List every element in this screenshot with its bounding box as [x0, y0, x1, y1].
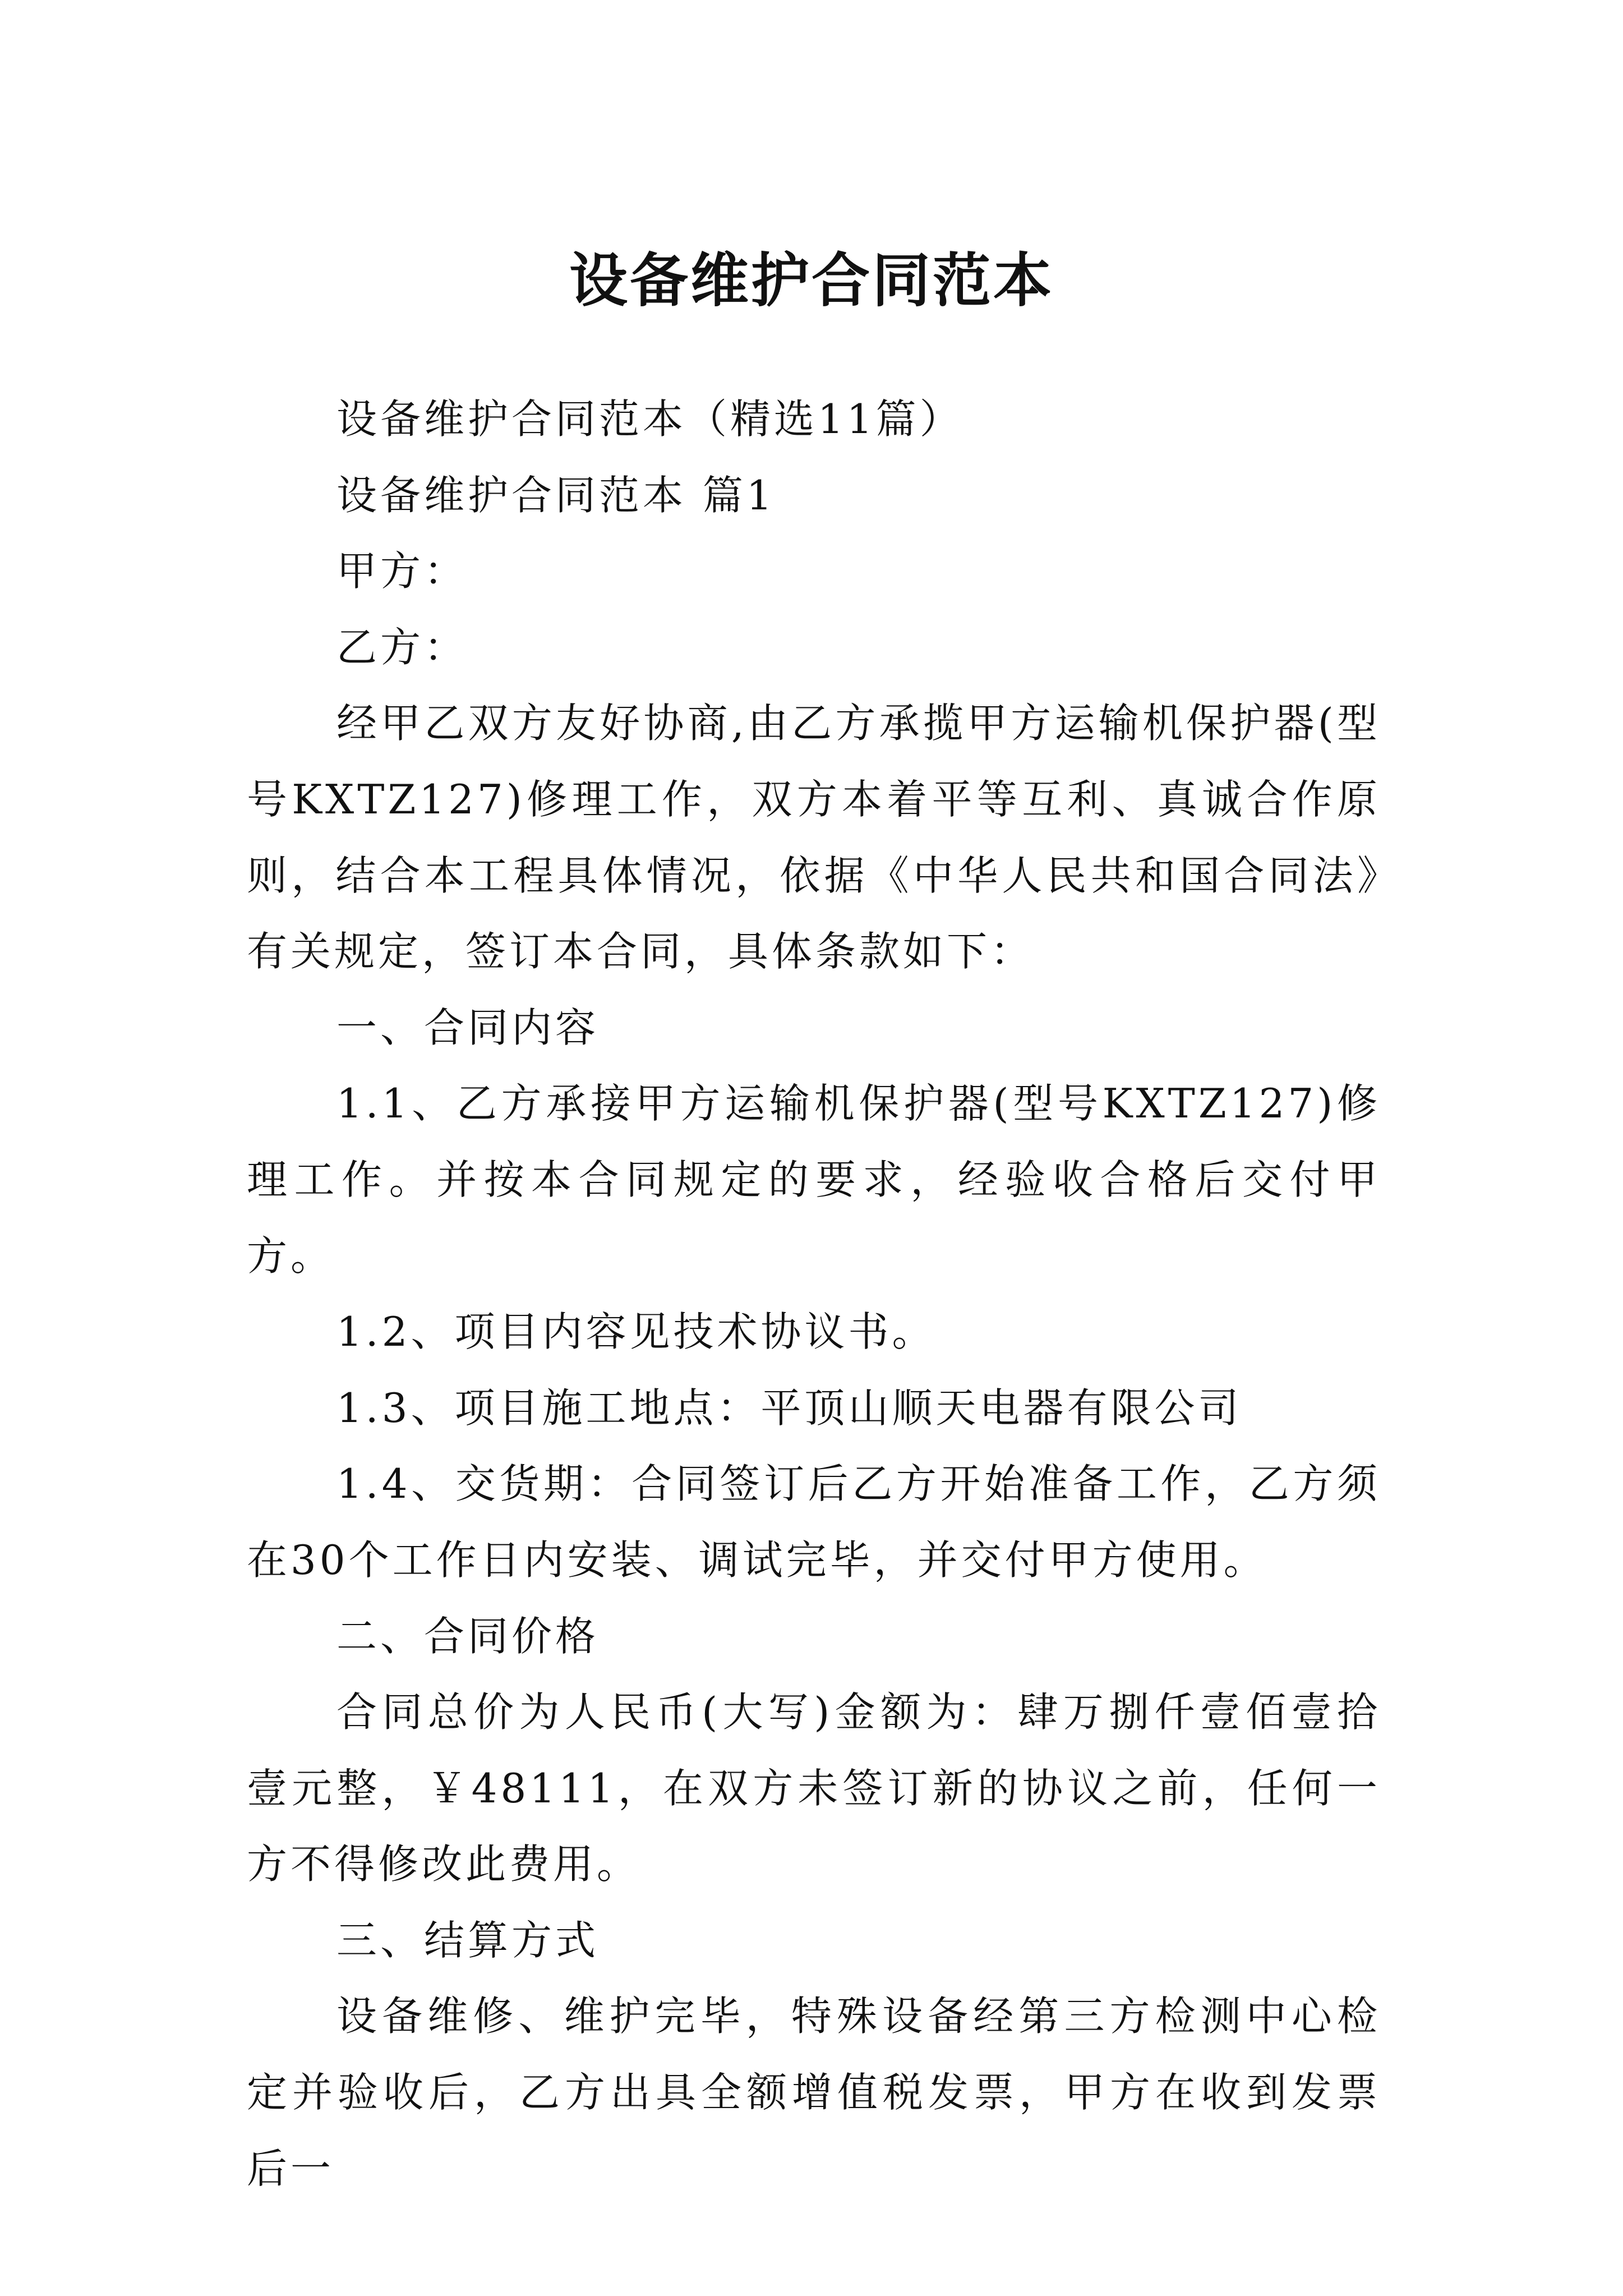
section-heading-contract-price: 二、合同价格	[336, 1612, 600, 1660]
clause-1-1: 1.1、乙方承接甲方运输机保护器(型号KXTZ127)修理工作。并按本合同规定的要求，经验收合格后交付甲方。	[247, 1080, 1381, 1280]
paragraph-party-a: 甲方：	[336, 547, 468, 595]
paragraph-chapter-heading: 设备维护合同范本 篇1	[336, 471, 776, 519]
document-title: 设备维护合同范本	[569, 245, 1054, 315]
paragraph-collection-heading: 设备维护合同范本（精选11篇）	[336, 395, 963, 443]
paragraph-party-b: 乙方：	[336, 623, 468, 671]
paragraph-preamble: 经甲乙双方友好协商,由乙方承揽甲方运输机保护器(型号KXTZ127)修理工作，双方本着平等互利、真诚合作原则，结合本工程具体情况，依据《中华人民共和国合同法》有关规定，签订本合同，具体条款如下：	[247, 700, 1381, 976]
document-body	[247, 381, 1381, 2207]
clause-1-3: 1.3、项目施工地点：平顶山顺天电器有限公司	[336, 1384, 1242, 1432]
paragraph-settlement: 设备维修、维护完毕，特殊设备经第三方检测中心检定并验收后，乙方出具全额增值税发票，甲方在收到发票后一	[247, 1993, 1381, 2192]
clause-1-4: 1.4、交货期：合同签订后乙方开始准备工作，乙方须在30个工作日内安装、调试完毕，并交付甲方使用。	[247, 1460, 1381, 1584]
section-heading-contract-content: 一、合同内容	[336, 1004, 600, 1051]
clause-1-2: 1.2、项目内容见技术协议书。	[336, 1308, 936, 1356]
paragraph-contract-price: 合同总价为人民币(大写)金额为：肆万捌仟壹佰壹拾壹元整，￥48111，在双方未签订新的协议之前，任何一方不得修改此费用。	[247, 1688, 1381, 1888]
section-heading-settlement: 三、结算方式	[336, 1916, 600, 1964]
